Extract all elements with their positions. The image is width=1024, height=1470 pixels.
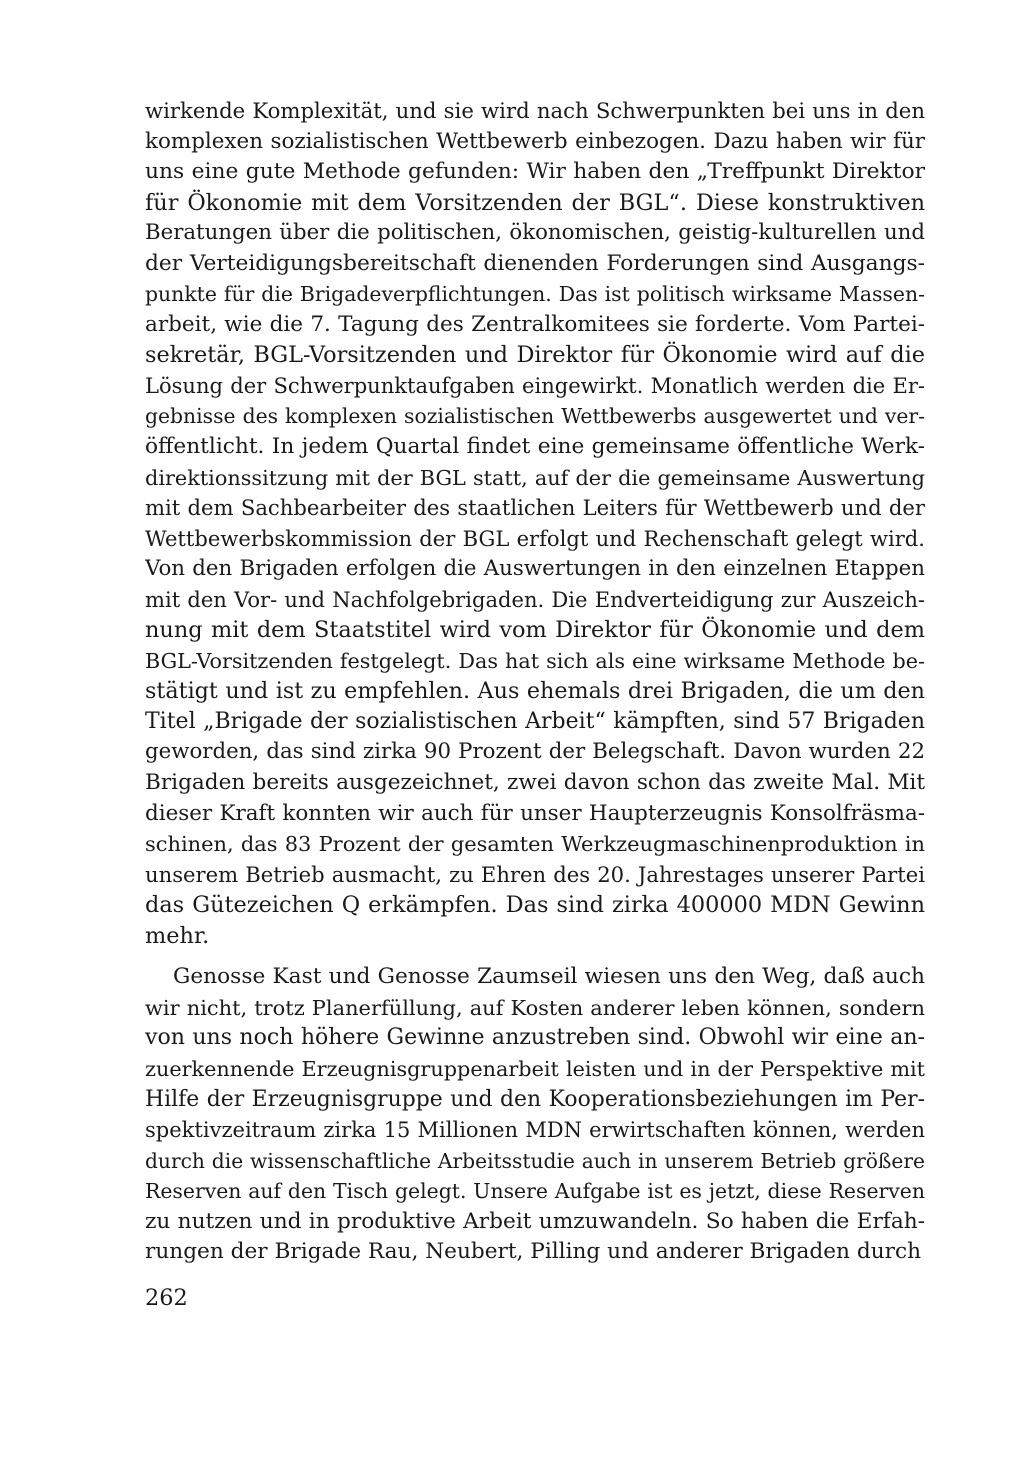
- text-line: punkte für die Brigadeverpflichtungen. Das ist politisch wirksame Massen-: [145, 282, 925, 307]
- text-line: für Ökonomie mit dem Vorsitzenden der BGL“. Diese konstruktiven: [145, 189, 925, 216]
- text-line: schinen, das 83 Prozent der gesamten Werkzeugmaschinenproduktion in: [145, 832, 925, 857]
- text-line: zu nutzen und in produktive Arbeit umzuwandeln. So haben die Erfah-: [145, 1208, 925, 1234]
- text-line: spektivzeitraum zirka 15 Millionen MDN erwirtschaften können, werden: [145, 1117, 925, 1143]
- text-line: direktionssitzung mit der BGL statt, auf der die gemeinsame Auswertung: [145, 465, 925, 490]
- text-line: rungen der Brigade Rau, Neubert, Pilling und anderer Brigaden durch: [145, 1239, 921, 1265]
- text-line: komplexen sozialistischen Wettbewerb einbezogen. Dazu haben wir für: [145, 128, 925, 154]
- text-line: wirkende Komplexität, und sie wird nach Schwerpunkten bei uns in den: [145, 98, 925, 123]
- text-line: mehr.: [145, 922, 210, 949]
- body-text: [145, 96, 925, 1268]
- text-line: Wettbewerbskommission der BGL erfolgt und Rechenschaft gelegt wird.: [145, 525, 925, 551]
- text-line: das Gütezeichen Q erkämpfen. Das sind zirka 400000 MDN Gewinn: [145, 892, 925, 919]
- paragraph: [145, 962, 925, 1267]
- text-line: arbeit, wie die 7. Tagung des Zentralkomitees sie forderte. Vom Partei-: [145, 311, 925, 337]
- text-line: gebnisse des komplexen sozialistischen Wettbewerbs ausgewertet und ver-: [145, 404, 925, 429]
- text-line: Titel „Brigade der sozialistischen Arbeit“ kämpften, sind 57 Brigaden: [145, 708, 925, 734]
- paragraph-gap: [145, 951, 925, 962]
- text-line: Lösung der Schwerpunktaufgaben eingewirkt. Monatlich werden die Er-: [145, 372, 925, 398]
- text-line: öffentlicht. In jedem Quartal findet eine gemeinsame öffentliche Werk-: [145, 434, 925, 460]
- paragraph: [145, 96, 925, 951]
- text-line: nung mit dem Staatstitel wird vom Direktor für Ökonomie und dem: [145, 617, 925, 644]
- text-line: Von den Brigaden erfolgen die Auswertungen in den einzelnen Etappen: [145, 556, 925, 582]
- text-line: mit dem Sachbearbeiter des staatlichen Leiters für Wettbewerb und der: [145, 495, 925, 521]
- text-line: Reserven auf den Tisch gelegt. Unsere Aufgabe ist es jetzt, diese Reserven: [145, 1179, 925, 1204]
- text-line: uns eine gute Methode gefunden: Wir haben den „Treffpunkt Direktor: [145, 159, 925, 185]
- text-line: Hilfe der Erzeugnisgruppe und den Kooperationsbeziehungen im Per-: [145, 1086, 925, 1112]
- text-line: Genosse Kast und Genosse Zaumseil wiesen uns den Weg, daß auch: [173, 964, 925, 990]
- text-line: durch die wissenschaftliche Arbeitsstudie auch in unserem Betrieb größere: [145, 1148, 925, 1173]
- text-line: Beratungen über die politischen, ökonomischen, geistig-kulturellen und: [145, 220, 925, 246]
- text-line: Brigaden bereits ausgezeichnet, zwei davon schon das zweite Mal. Mit: [145, 770, 925, 796]
- text-line: mit den Vor- und Nachfolgebrigaden. Die Endverteidigung zur Auszeich-: [145, 586, 925, 612]
- text-line: geworden, das sind zirka 90 Prozent der Belegschaft. Davon wurden 22: [145, 739, 925, 765]
- text-line: zuerkennende Erzeugnisgruppenarbeit leisten und in der Perspektive mit: [145, 1056, 925, 1081]
- text-line: dieser Kraft konnten wir auch für unser Haupterzeugnis Konsolfräsma-: [145, 800, 925, 826]
- text-line: der Verteidigungsbereitschaft dienenden Forderungen sind Ausgangs-: [145, 250, 925, 276]
- text-line: von uns noch höhere Gewinne anzustreben sind. Obwohl wir eine an-: [145, 1025, 925, 1051]
- text-line: stätigt und ist zu empfehlen. Aus ehemals drei Brigaden, die um den: [145, 678, 925, 705]
- page-number: 262: [145, 1285, 188, 1311]
- text-line: wir nicht, trotz Planerfüllung, auf Kosten anderer leben können, sondern: [145, 995, 925, 1020]
- text-line: unserem Betrieb ausmacht, zu Ehren des 20. Jahrestages unserer Partei: [145, 861, 925, 887]
- text-line: sekretär, BGL-Vorsitzenden und Direktor für Ökonomie wird auf die: [145, 342, 925, 369]
- text-line: BGL-Vorsitzenden festgelegt. Das hat sich als eine wirksame Methode be-: [145, 648, 925, 673]
